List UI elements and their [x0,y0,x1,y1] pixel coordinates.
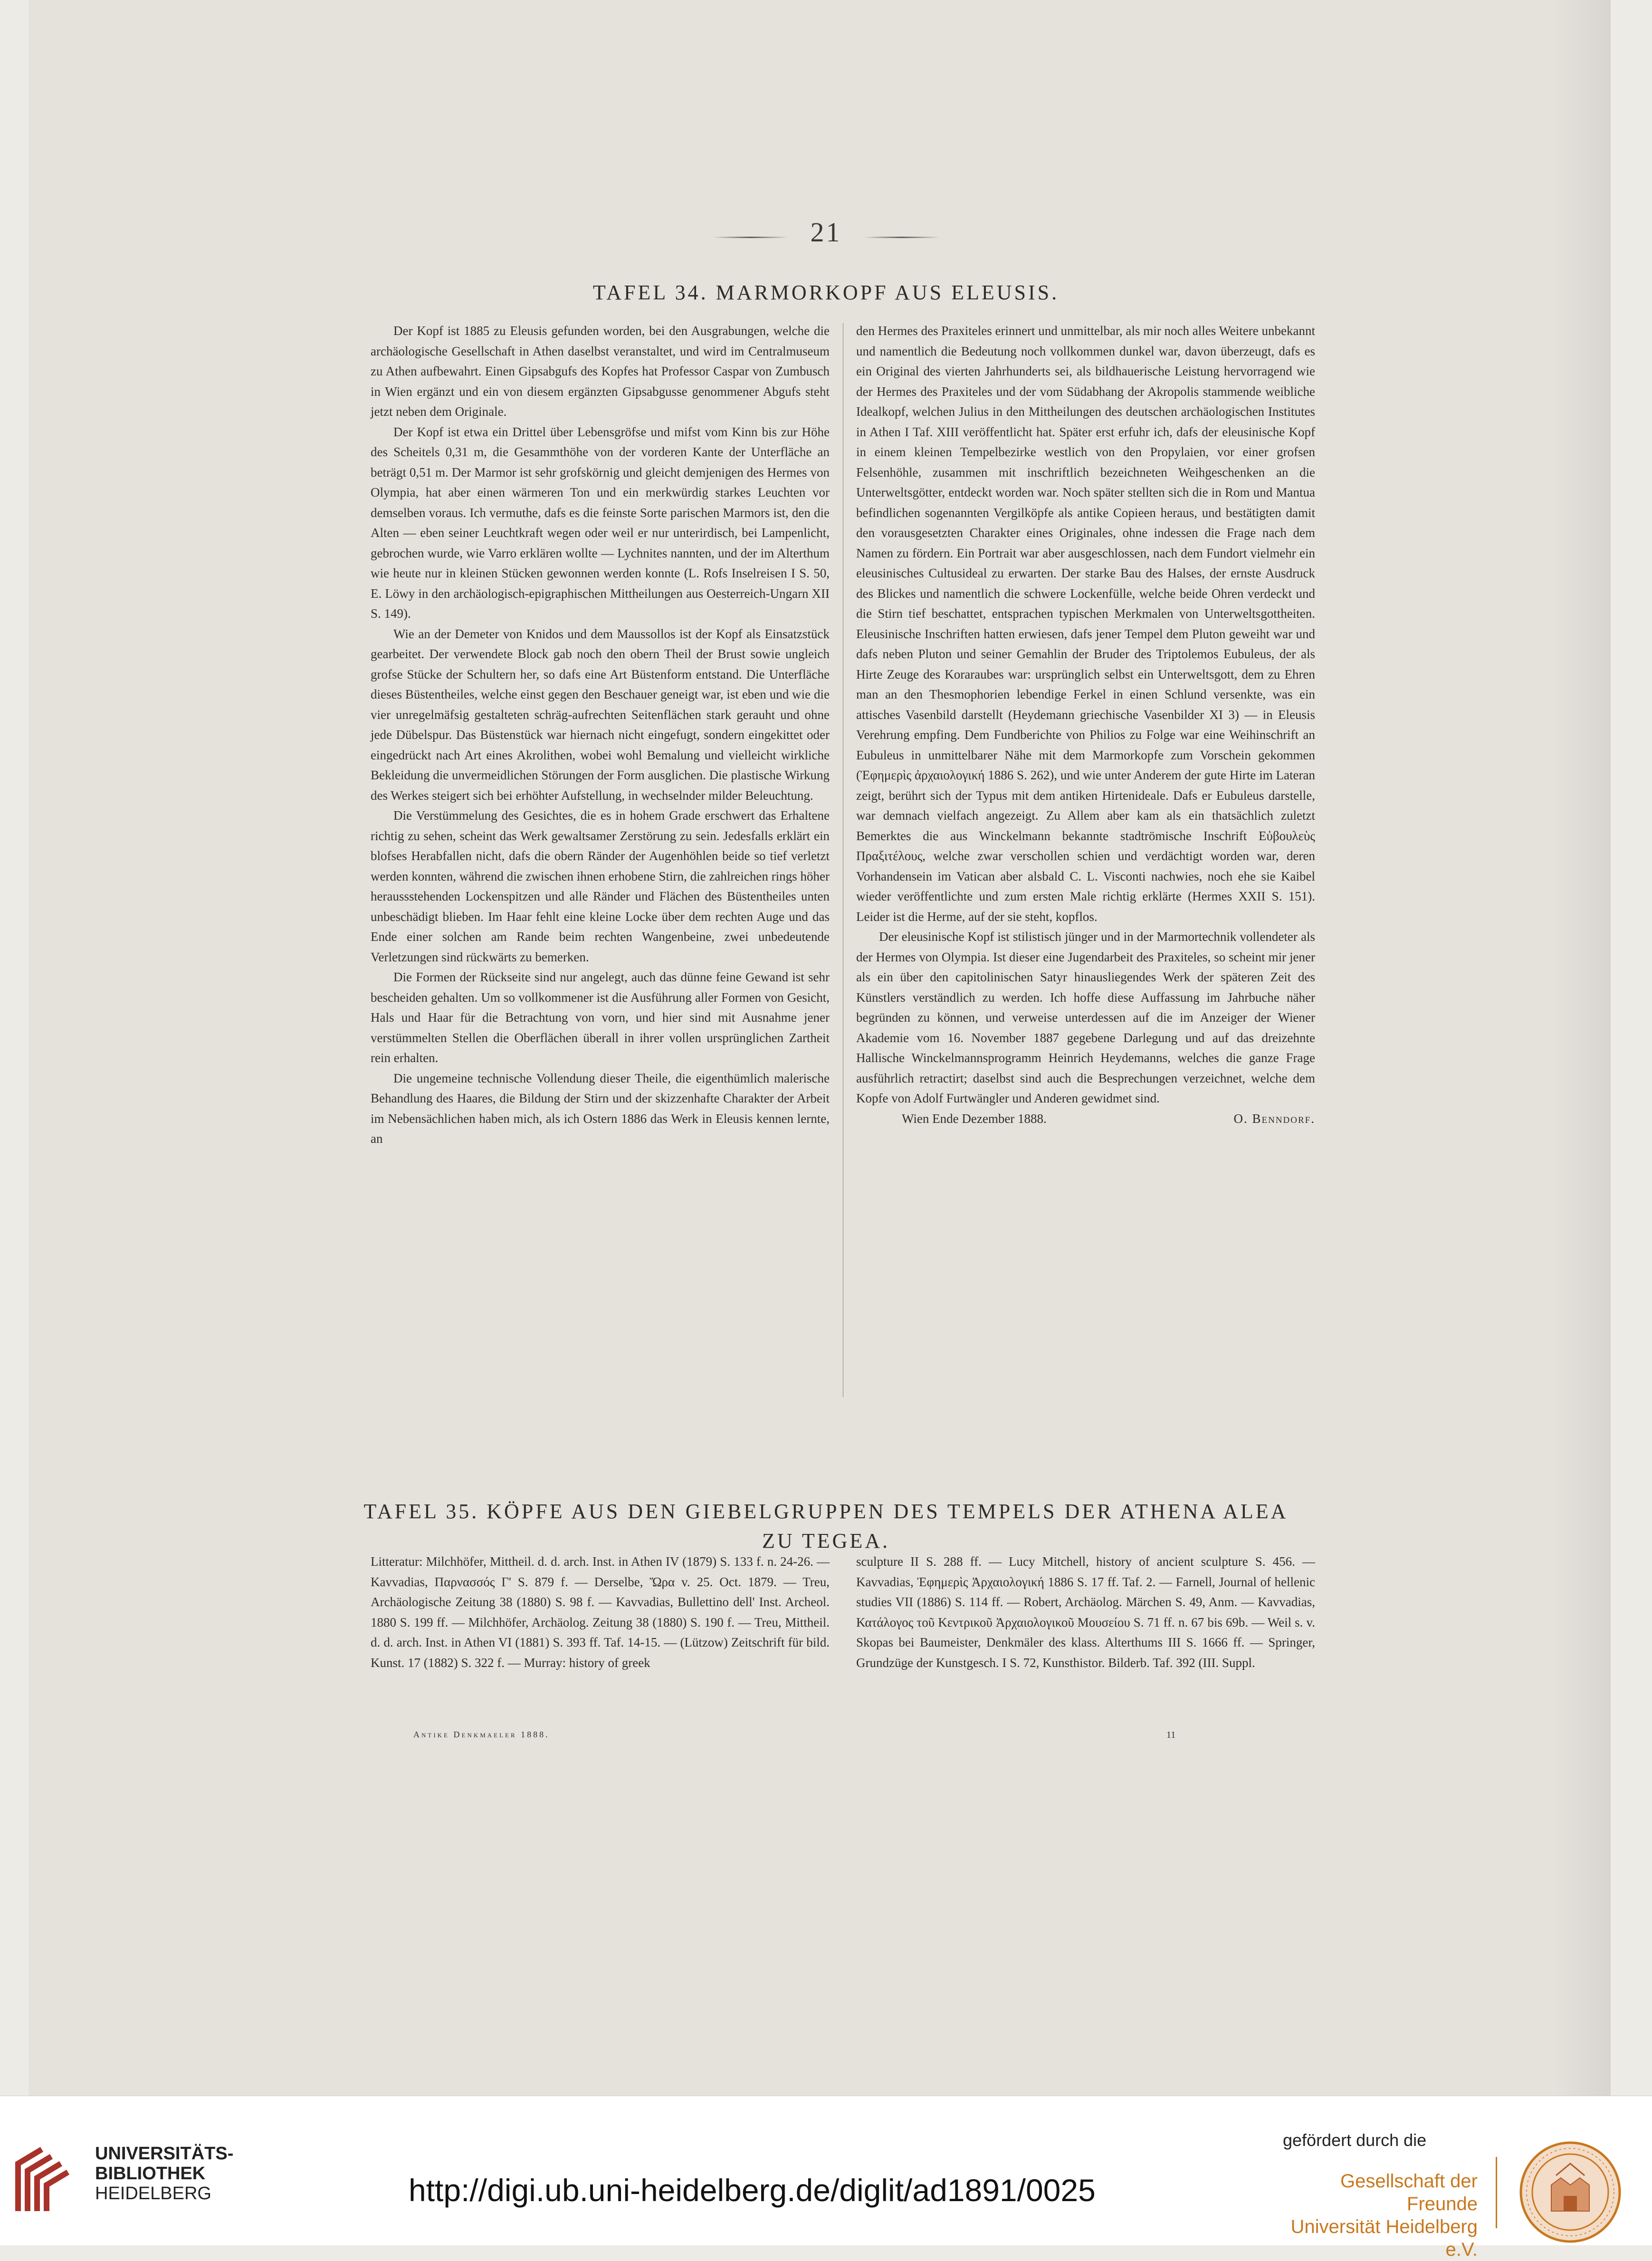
sponsor-name [1278,2170,1478,2261]
sponsor-label: gefördert durch die [1283,2130,1427,2150]
paragraph: Der eleusinische Kopf ist stilistisch jünger und in der Marmortechnik vollendeter als der Hermes von Olympia. Ist dieser eine Jugendarbeit des Praxiteles, so scheint mir jener als ein über den capitolinischen Satyr hinausliegendes Werk der späteren Zeit des Künstlers verständlich zu werden. Ich hoffe diese Auffassung im Jahrbuche näher begründen zu können, und verweise unterdessen auf die im Anzeiger der Wiener Akademie vom 16. November 1887 gegebene Darlegung und auf das dreizehnte Hallische Winckelmannsprogramm Heinrich Heydemanns, welches die ganze Frage ausführlich retractirt; daselbst sind auch die Besprechungen verzeichnet, welche dem Kopfe von Adolf Furtwängler und Anderen gewidmet sind. [856,929,1315,1105]
library-logo-icon [13,2145,71,2217]
tafel35-heading-line2: ZU TEGEA. [762,1529,890,1552]
tafel35-literature-right [856,1552,1315,1673]
permalink-url[interactable]: http://digi.ub.uni-heidelberg.de/diglit/ad1891/0025 [409,2173,1096,2208]
library-name-line: BIBLIOTHEK [95,2164,206,2184]
page-number-block [0,216,1652,248]
tafel34-column-right [856,321,1315,1129]
library-name-line: UNIVERSITÄTS- [95,2144,234,2164]
paragraph: Der Kopf ist etwa ein Drittel über Lebensgröfse und mifst vom Kinn bis zur Höhe des Scheitels 0,31 m, die Gesammthöhe von der vorderen Kante der Unterfläche an beträgt 0,51 m. Der Marmor ist sehr grofskörnig und gleicht demjenigen des Hermes von Olympia, hat aber einen wärmeren Ton und ein merkwürdig starkes Leuchten vor demselben voraus. Ich vermuthe, dafs es die feinste Sorte parischen Marmors ist, den die Alten — eben seiner Leuchtkraft wegen oder weil er nur unterirdisch, bei Lampenlicht, gebrochen wurde, wie Varro erklären wollte — Lychnites nannten, und der im Alterthum wie heute nur in kleinen Stücken gewonnen werden konnte (L. Rofs Inselreisen I S. 50, E. Löwy in den archäologisch-epigraphischen Mittheilungen aus Oesterreich-Ungarn XII S. 149). [371,424,830,621]
paragraph: Die ungemeine technische Vollendung dieser Theile, die eigenthümlich malerische Behandlung des Haares, die Bildung der Stirn und der skizzenhafte Charakter der Arbeit im Nebensächlichen haben mich, als ich Ostern 1886 das Werk in Eleusis kennen lernte, an [371,1071,830,1146]
literature-text: Litteratur: Milchhöfer, Mittheil. d. d. arch. Inst. in Athen IV (1879) S. 133 f. n. 24-26. — Kavvadias, Παρνασσός Γ' S. 879 f. — Derselbe, Ὥρα v. 25. Oct. 1879. — Treu, Archäologische Zeitung 38 (1880) S. 98 f. — Kavvadias, Bullettino dell' Inst. Archeol. 1880 S. 199 ff. — Milchhöfer, Archäolog. Zeitung 38 (1880) S. 190 f. — Treu, Mittheil. d. d. arch. Inst. in Athen VI (1881) S. 393 ff. Taf. 14-15. — (Lützow) Zeitschrift für bild. Kunst. 17 (1882) S. 322 f. — Murray: history of greek [371,1554,830,1670]
paragraph: Die Verstümmelung des Gesichtes, die es in hohem Grade erschwert das Erhaltene richtig zu sehen, scheint das Werk gewaltsamer Zerstörung zu sein. Jedesfalls erklärt ein blofses Herabfallen nicht, dafs die obern Ränder der Augenhöhlen beide so tief verletzt werden konnten, während die zwischen ihnen erhobene Stirn, die zahlreichen rings höher heraussstehenden Lockenspitzen und alle Ränder und Flächen des Büstentheiles unten unbeschädigt blieben. Im Haar fehlt eine kleine Locke über dem rechten Auge und das Ende einer solchen am Rande beim rechten Wangenbeine, zwei unbedeutende Verletzungen sind rückwärts zu bemerken. [371,808,830,964]
signature-name: O. Benndorf. [1233,1111,1315,1126]
tafel35-literature-left [371,1552,830,1673]
ornament-right [864,237,940,238]
signature-mark: Antike Denkmaeler 1888. [413,1730,550,1739]
tafel34-heading: TAFEL 34. MARMORKOPF AUS ELEUSIS. [592,281,1060,304]
signature-place: Wien Ende Dezember 1888. [902,1111,1047,1126]
sponsor-name-line: Universität Heidelberg e.V. [1290,2216,1478,2260]
ornament-left [713,237,789,238]
paragraph: Der Kopf ist 1885 zu Eleusis gefunden worden, bei den Ausgrabungen, welche die archäologische Gesellschaft in Athen daselbst veranstaltet, und wird im Centralmuseum zu Athen aufbewahrt. Einen Gipsabgufs des Kopfes hat Professor Caspar von Zumbusch in Wien ergänzt und ein von diesem ergänzten Gipsabgusse genommener Abgufs steht jetzt neben dem Originale. [371,324,830,419]
sheet-number: 11 [1166,1730,1176,1740]
tafel35-heading [0,1497,1652,1556]
literature-text: sculpture II S. 288 ff. — Lucy Mitchell, history of ancient sculpture S. 456. — Kavvadias, Ἐφημερὶς Ἀρχαιολογική 1886 S. 17 ff. Taf. 2. — Farnell, Journal of hellenic studies VII (1886) S. 114 ff. — Robert, Archäolog. Märchen S. 49, Anm. — Kavvadias, Κατάλογος τοῦ Κεντρικοῦ Ἀρχαιολογικοῦ Μουσείου S. 71 ff. n. 67 bis 69b. — Weil s. v. Skopas bei Baumeister, Denkmäler des klass. Alterthums III S. 1666 ff. — Springer, Grundzüge der Kunstgesch. I S. 72, Kunsthistor. Bilderb. Taf. 392 (III. Suppl. [856,1554,1315,1670]
tafel35-heading-line1: TAFEL 35. KÖPFE AUS DEN GIEBELGRUPPEN DES TEMPELS DER ATHENA ALEA [363,1500,1289,1523]
paragraph: den Hermes des Praxiteles erinnert und unmittelbar, als mir noch alles Weitere unbekannt und namentlich die Bedeutung noch vollkommen dunkel war, davon überzeugt, dafs es ein Original des vierten Jahrhunderts sei, als bildhauerische Leistung hervorragend wie der Hermes des Praxiteles und der vom Südabhang der Akropolis stammende weibliche Idealkopf, welchen Julius in den Mittheilungen des deutschen archäologischen Institutes in Athen I Taf. XIII veröffentlicht hat. Später erst erfuhr ich, dafs der eleusinische Kopf in einem kleinen Tempelbezirke westlich von den Propylaien, vor einer grofsen Felsenhöhle, zusammen mit inschriftlich bezeichneten Weihgeschenken an die Unterweltsgötter, entdeckt worden war. Noch später stellten sich die in Rom und Mantua befindlichen sogenannten Vergilköpfe als antike Copieen heraus, und bestätigten damit den vorausgesetzten Charakter eines Originales, ohne indessen die Frage nach dem Namen zu fördern. Ein Portrait war aber ausgeschlossen, nach dem Fundort vielmehr ein eleusinisches Cultusideal zu erwarten. Der starke Bau des Halses, der ernste Ausdruck des Blickes und namentlich die schwere Lockenfülle, welche beide Ohren verdeckt und die Stirn tief beschattet, entsprachen typischen Merkmalen von Unterweltsgottheiten. Eleusinische Inschriften hatten erwiesen, dafs jener Tempel dem Pluton geweiht war und dafs neben Pluton und seiner Gemahlin der Bruder des Triptolemos Eubuleus, der als Hirte Zeuge des Koraraubes war: ursprünglich selbst ein Unterweltsgott, dem zu Ehren man an den Thesmophorien lebendige Ferkel in einen Schlund versenkte, was ein attisches Vasenbild darstellt (Heydemann griechische Vasenbilder XI 3) — in Eleusis Verehrung empfing. Dem Fundberichte von Philios zu Folge war eine Weihinschrift an Eubuleus in unmittelbarer Nähe mit dem Marmorkopfe zum Vorschein gekommen (Ἐφημερὶς ἀρχαιολογική 1886 S. 262), und wie unter Anderem der gute Hirte im Lateran zeigt, berührt sich der Typus mit dem antiken Hirtenideale. Dafs er Eubuleus darstelle, war demnach vielfach angezeigt. Zu Allem aber kam als ein thatsächlich zuletzt Bemerktes die aus Winckelmann bekannte stadtrömische Inschrift Εὐβουλεὺς Πραξιτέλους, welche zwar verschollen schien und verdächtigt worden war, deren Vorhandensein im Vatican aber alsbald C. L. Visconti nachwies, noch ehe sie Kaibel wieder veröffentlichte und zum ersten Male richtig erklärte (Hermes XXII S. 151). Leider ist die Herme, auf der sie steht, kopflos. [856,324,1315,924]
digitization-banner [0,2096,1652,2260]
paragraph: Wie an der Demeter von Knidos und dem Maussollos ist der Kopf als Einsatzstück gearbeitet. Der verwendete Block gab noch den obern Theil der Brust sowie ungleich grofse Stücke der Schultern her, so dafs eine Art Büstenform entstand. Die Unterfläche dieses Büstentheiles, welche einst gegen den Beschauer geneigt war, ist eben und wie die vier unregelmäfsig gestalteten schräg-aufrechten Seitenflächen stark gerauht und ohne jede Dübelspur. Das Büstenstück war hiernach nicht eingefugt, sondern eingekittet oder eingedrückt nach Art eines Akrolithen, wobei wohl Bemalung und vielleicht wirkliche Bekleidung die unvermeidlichen Störungen der Form ausglichen. Die plastische Wirkung des Werkes steigert sich bei erhöhter Aufstellung, in wechselnder milder Beleuchtung. [371,626,830,803]
sponsor-name-line: Gesellschaft der Freunde [1340,2171,1478,2214]
tafel34-column-left [371,321,830,1149]
sponsor-divider [1496,2157,1497,2228]
page-number: 21 [810,217,842,248]
page-edge-shadow [1554,0,1611,2096]
signature-line [856,1109,1315,1129]
library-name [95,2144,233,2204]
paragraph: Die Formen der Rückseite sind nur angelegt, auch das dünne feine Gewand ist sehr bescheiden gehalten. Um so vollkommener ist die Ausführung aller Formen von Gesicht, Hals und Haar für die Betrachtung von vorn, und hier sind mit Ausnahme jener verstümmelten Stellen die Oberflächen überall in ihrer vollen ursprünglichen Zartheit rein erhalten. [371,970,830,1065]
university-seal-icon [1518,2140,1623,2244]
library-name-line: HEIDELBERG [95,2184,211,2204]
